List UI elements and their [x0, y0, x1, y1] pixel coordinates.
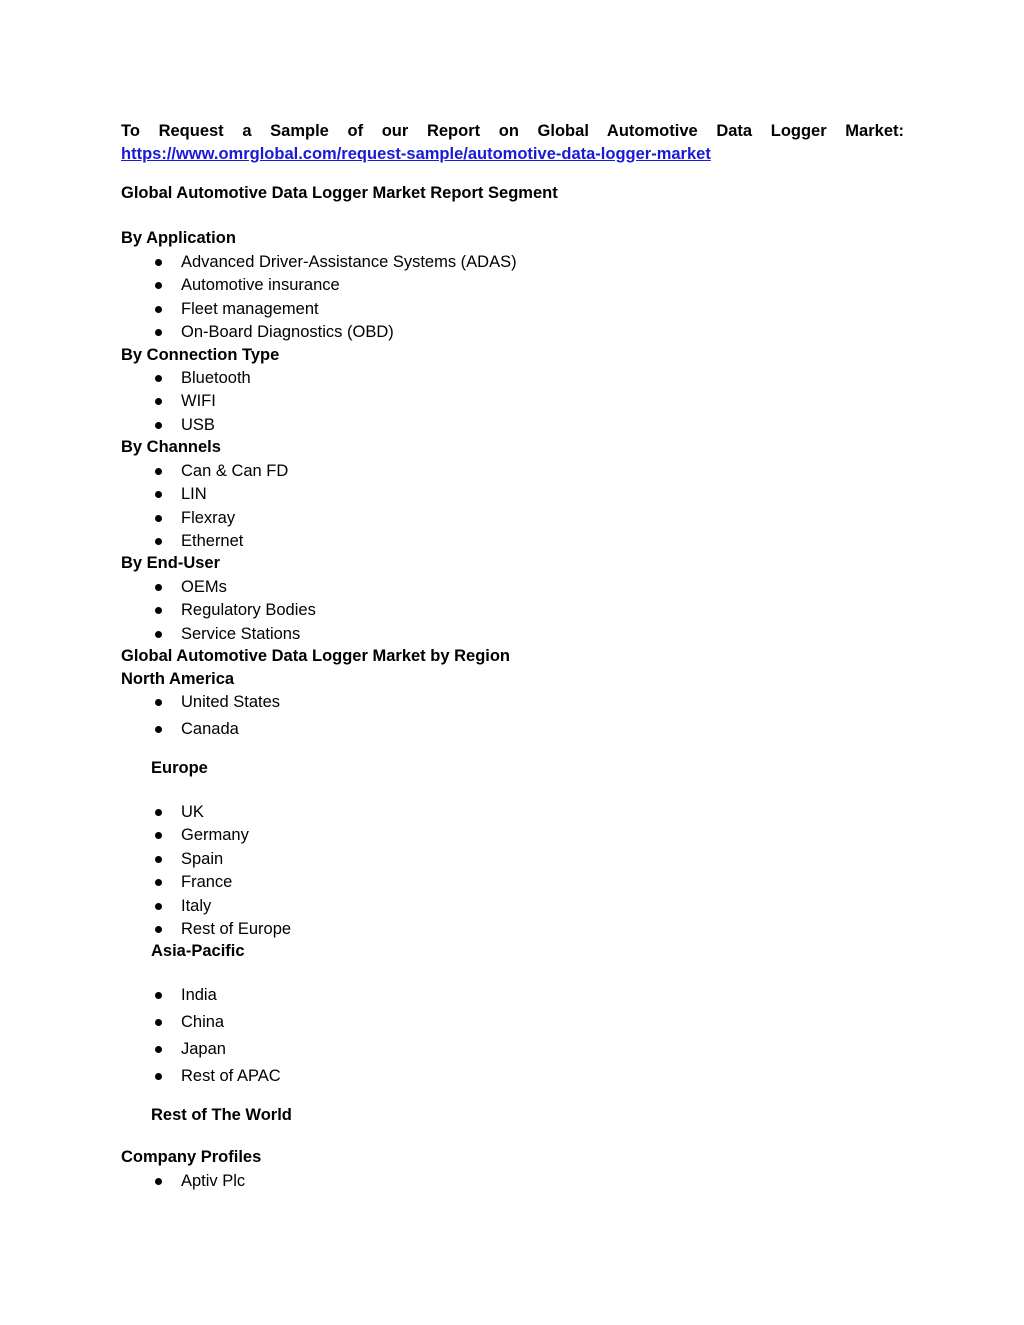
bullet-icon — [155, 926, 162, 933]
region-title: Global Automotive Data Logger Market by Region — [121, 647, 511, 665]
bullet-icon — [155, 538, 162, 545]
by-connection-type-heading: By Connection Type — [121, 346, 280, 364]
by-channels-heading: By Channels — [121, 438, 221, 456]
bullet-icon — [155, 1019, 162, 1026]
bullet-icon — [155, 699, 162, 706]
bullet-icon — [155, 607, 162, 614]
bullet-icon — [155, 259, 162, 266]
rest-of-world-heading: Rest of The World — [151, 1106, 292, 1124]
bullet-icon — [155, 856, 162, 863]
bullet-icon — [155, 1178, 162, 1185]
bullet-icon — [155, 398, 162, 405]
bullet-icon — [155, 1073, 162, 1080]
bullet-icon — [155, 491, 162, 498]
bullet-icon — [155, 809, 162, 816]
by-application-heading: By Application — [121, 229, 236, 247]
bullet-icon — [155, 903, 162, 910]
bullet-icon — [155, 515, 162, 522]
bullet-icon — [155, 631, 162, 638]
by-end-user-heading: By End-User — [121, 554, 221, 572]
bullet-icon — [155, 468, 162, 475]
north-america-heading: North America — [121, 670, 235, 688]
bullet-icon — [155, 1046, 162, 1053]
request-sample-text: To Request a Sample of our Report on Global Automotive Data Logger Market: — [121, 122, 904, 140]
company-profiles-heading: Company Profiles — [121, 1148, 262, 1166]
bullet-icon — [155, 726, 162, 733]
bullet-icon — [155, 584, 162, 591]
bullet-icon — [155, 375, 162, 382]
europe-heading: Europe — [151, 759, 208, 777]
segment-title: Global Automotive Data Logger Market Report Segment — [121, 184, 558, 202]
bullet-icon — [155, 422, 162, 429]
bullet-icon — [155, 879, 162, 886]
bullet-icon — [155, 832, 162, 839]
bullet-icon — [155, 306, 162, 313]
bullet-icon — [155, 282, 162, 289]
bullet-icon — [155, 329, 162, 336]
request-sample-paragraph — [121, 120, 904, 166]
request-sample-link[interactable]: https://www.omrglobal.com/request-sample/automotive-data-logger-market — [121, 145, 711, 163]
asia-pacific-heading: Asia-Pacific — [151, 942, 245, 960]
bullet-icon — [155, 992, 162, 999]
